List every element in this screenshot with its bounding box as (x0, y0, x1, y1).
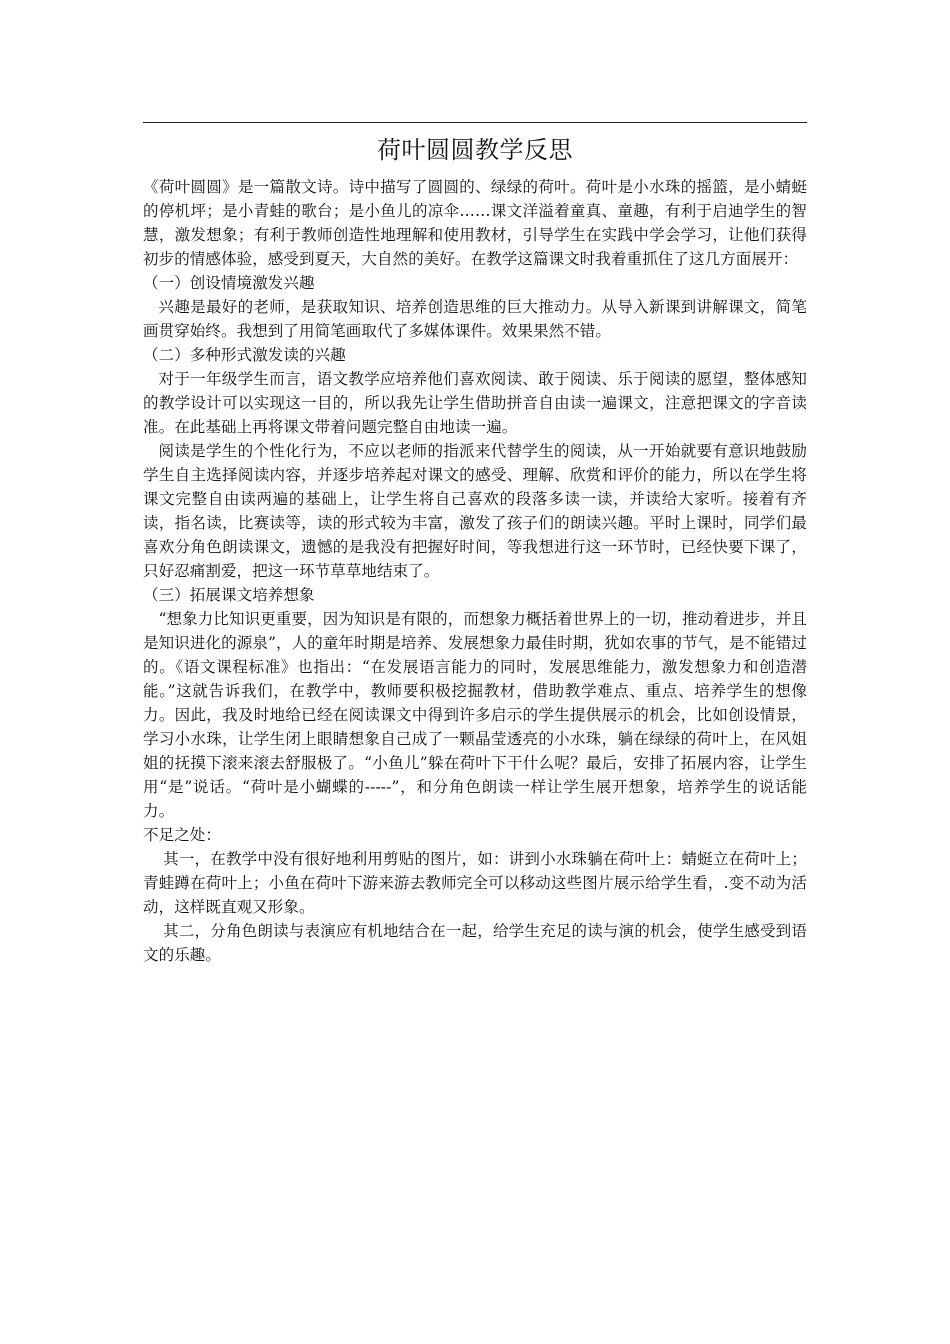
document-body (143, 175, 807, 967)
body-paragraph: “想象力比知识更重要，因为知识是有限的，而想象力概括着世界上的一切，推动着进步，并且是知识进化的源泉”，人的童年时期是培养、发展想象力最佳时期，犹如农事的节气，是不能错过的。《语文课程标准》也指出：“在发展语言能力的同时，发展思维能力，激发想象力和创造潜能。”这就告诉我们，在教学中，教师要积极挖掘教材，借助教学难点、重点、培养学生的想像力。因此，我及时地给已经在阅读课文中得到许多启示的学生提供展示的机会，比如创设情景，学习小水珠，让学生闭上眼睛想象自己成了一颗晶莹透亮的小水珠，躺在绿绿的荷叶上，在风姐姐的抚摸下滚来滚去舒服极了。“小鱼儿”躲在荷叶下干什么呢？最后，安排了拓展内容，让学生用“是”说话。“荷叶是小蝴蝶的-----”，和分角色朗读一样让学生展开想象，培养学生的说话能力。 (143, 610, 807, 820)
section-heading-3: （三）拓展课文培养想象 (143, 586, 315, 604)
header-rule (143, 122, 807, 123)
section-heading-2: （二）多种形式激发读的兴趣 (143, 346, 346, 364)
intro-paragraph: 《荷叶圆圆》是一篇散文诗。诗中描写了圆圆的、绿绿的荷叶。荷叶是小水珠的摇篮，是小蜻蜓的停机坪；是小青蛙的歌台；是小鱼儿的凉伞……课文洋溢着童真、童趣，有利于启迪学生的智慧，激发想象；有利于教师创造性地理解和使用教材，引导学生在实践中学会学习，让他们获得初步的情感体验，感受到夏天，大自然的美好。在教学这篇课文时我着重抓住了这几方面展开： (143, 178, 807, 268)
section-heading-1: （一）创设情境激发兴趣 (143, 274, 315, 292)
document-page (143, 122, 807, 967)
shortcomings-heading: 不足之处： (143, 826, 222, 844)
shortcoming-item-2: 其二，分角色朗读与表演应有机地结合在一起，给学生充足的读与演的机会，使学生感受到语文的乐趣。 (143, 922, 807, 964)
document-title: 荷叶圆圆教学反思 (377, 136, 573, 164)
body-paragraph: 兴趣是最好的老师，是获取知识、培养创造思维的巨大推动力。从导入新课到讲解课文，简笔画贯穿始终。我想到了用简笔画取代了多媒体课件。效果果然不错。 (143, 298, 807, 340)
body-paragraph: 对于一年级学生而言，语文教学应培养他们喜欢阅读、敢于阅读、乐于阅读的愿望，整体感知的教学设计可以实现这一目的，所以我先让学生借助拼音自由读一遍课文，注意把课文的字音读准。在此基础上再将课文带着问题完整自由地读一遍。 (143, 370, 807, 436)
shortcoming-item-1: 其一，在教学中没有很好地利用剪贴的图片，如：讲到小水珠躺在荷叶上：蜻蜓立在荷叶上；青蛙蹲在荷叶上；小鱼在荷叶下游来游去教师完全可以移动这些图片展示给学生看，.变不动为活动，这样既直观又形象。 (143, 850, 807, 916)
body-paragraph: 阅读是学生的个性化行为，不应以老师的指派来代替学生的阅读，从一开始就要有意识地鼓励学生自主选择阅读内容，并逐步培养起对课文的感受、理解、欣赏和评价的能力，所以在学生将课文完整自由读两遍的基础上，让学生将自己喜欢的段落多读一读，并读给大家听。接着有齐读，指名读，比赛读等，读的形式较为丰富，激发了孩子们的朗读兴趣。平时上课时，同学们最喜欢分角色朗读课文，遗憾的是我没有把握好时间，等我想进行这一环节时，已经快要下课了，只好忍痛割爱，把这一环节草草地结束了。 (143, 442, 807, 580)
